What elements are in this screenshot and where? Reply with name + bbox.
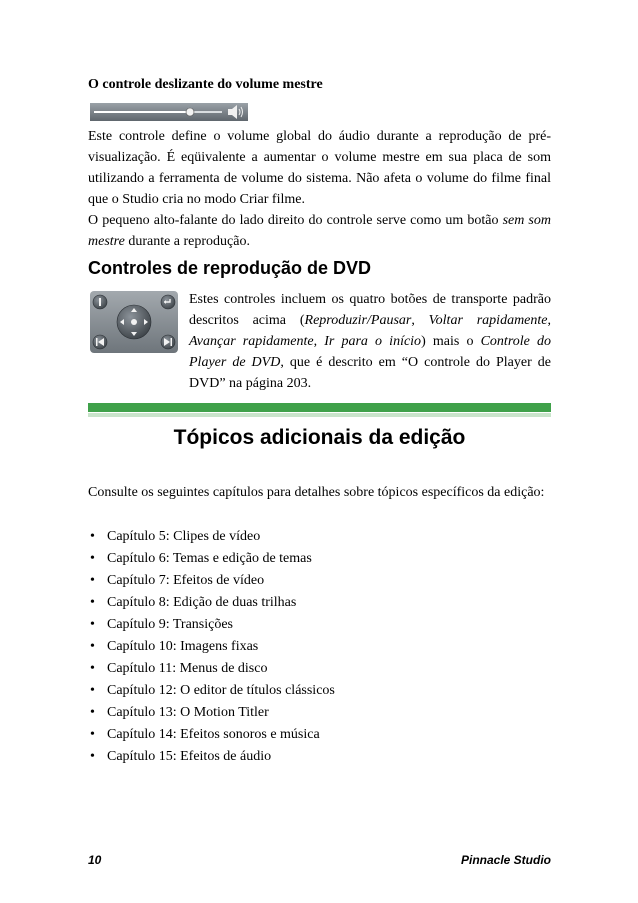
list-item xyxy=(88,614,335,636)
paragraph-dvd: Estes controles incluem os quatro botões de transporte padrão descritos acima (Reproduzir/Pausar, Voltar rapidamente, Avançar rapidamente, Ir para o início) mais o Controle do Player de DVD, que é descrito em “O controle do Player de DVD” na página 203. xyxy=(189,292,551,391)
footer-title: Pinnacle Studio xyxy=(460,853,551,867)
list-item xyxy=(88,702,335,724)
list-item xyxy=(88,680,335,702)
paragraph-speaker: O pequeno alto-falante do lado direito do controle serve como um botão sem som mestre durante a reprodução. xyxy=(88,213,551,249)
bullet-icon: • xyxy=(90,639,95,654)
volume-slider-icon xyxy=(90,103,248,121)
section-divider-shadow xyxy=(88,413,551,417)
list-item xyxy=(88,526,335,548)
chapter-label: Capítulo 9: Transições xyxy=(107,617,234,632)
chapter-label: Capítulo 5: Clipes de vídeo xyxy=(107,529,261,544)
list-item xyxy=(88,636,335,658)
bullet-icon: • xyxy=(90,529,95,544)
paragraph-volume: Este controle define o volume global do áudio durante a reprodução de pré-visualização. É eqüivalente a aumentar o volume mestre em sua placa de som utilizando a ferramenta de volume do sistema. Não afeta o volume do filme final que o Studio cria no modo Criar filme. xyxy=(88,129,551,207)
list-item xyxy=(88,592,335,614)
chapter-label: Capítulo 7: Efeitos de vídeo xyxy=(107,573,265,588)
bullet-icon: • xyxy=(90,551,95,566)
chapter-label: Capítulo 10: Imagens fixas xyxy=(107,639,259,654)
chapter-label: Capítulo 11: Menus de disco xyxy=(107,661,268,676)
bullet-icon: • xyxy=(90,705,95,720)
main-heading: Tópicos adicionais da edição xyxy=(173,426,466,449)
list-item xyxy=(88,548,335,570)
bullet-icon: • xyxy=(90,683,95,698)
list-item xyxy=(88,570,335,592)
section-divider-bar xyxy=(88,403,551,412)
chapter-label: Capítulo 15: Efeitos de áudio xyxy=(107,749,272,764)
bullet-icon: • xyxy=(90,661,95,676)
list-item xyxy=(88,658,335,680)
dvd-control-panel-icon xyxy=(90,291,178,353)
page-footer xyxy=(88,853,551,869)
bullet-icon: • xyxy=(90,573,95,588)
list-item xyxy=(88,746,335,768)
page-number: 10 xyxy=(88,853,102,867)
bullet-icon: • xyxy=(90,727,95,742)
bullet-icon: • xyxy=(90,749,95,764)
section-heading: O controle deslizante do volume mestre xyxy=(88,77,323,92)
chapter-label: Capítulo 14: Efeitos sonoros e música xyxy=(107,727,320,742)
chapter-list xyxy=(88,526,335,768)
chapter-label: Capítulo 6: Temas e edição de temas xyxy=(107,551,312,566)
chapter-label: Capítulo 12: O editor de títulos clássicos xyxy=(107,683,335,698)
dvd-heading: Controles de reprodução de DVD xyxy=(88,258,372,278)
bullet-icon: • xyxy=(90,617,95,632)
list-item xyxy=(88,724,335,746)
bullet-icon: • xyxy=(90,595,95,610)
chapter-label: Capítulo 13: O Motion Titler xyxy=(107,705,269,720)
paragraph-intro: Consulte os seguintes capítulos para detalhes sobre tópicos específicos da edição: xyxy=(88,485,545,500)
chapter-label: Capítulo 8: Edição de duas trilhas xyxy=(107,595,297,610)
